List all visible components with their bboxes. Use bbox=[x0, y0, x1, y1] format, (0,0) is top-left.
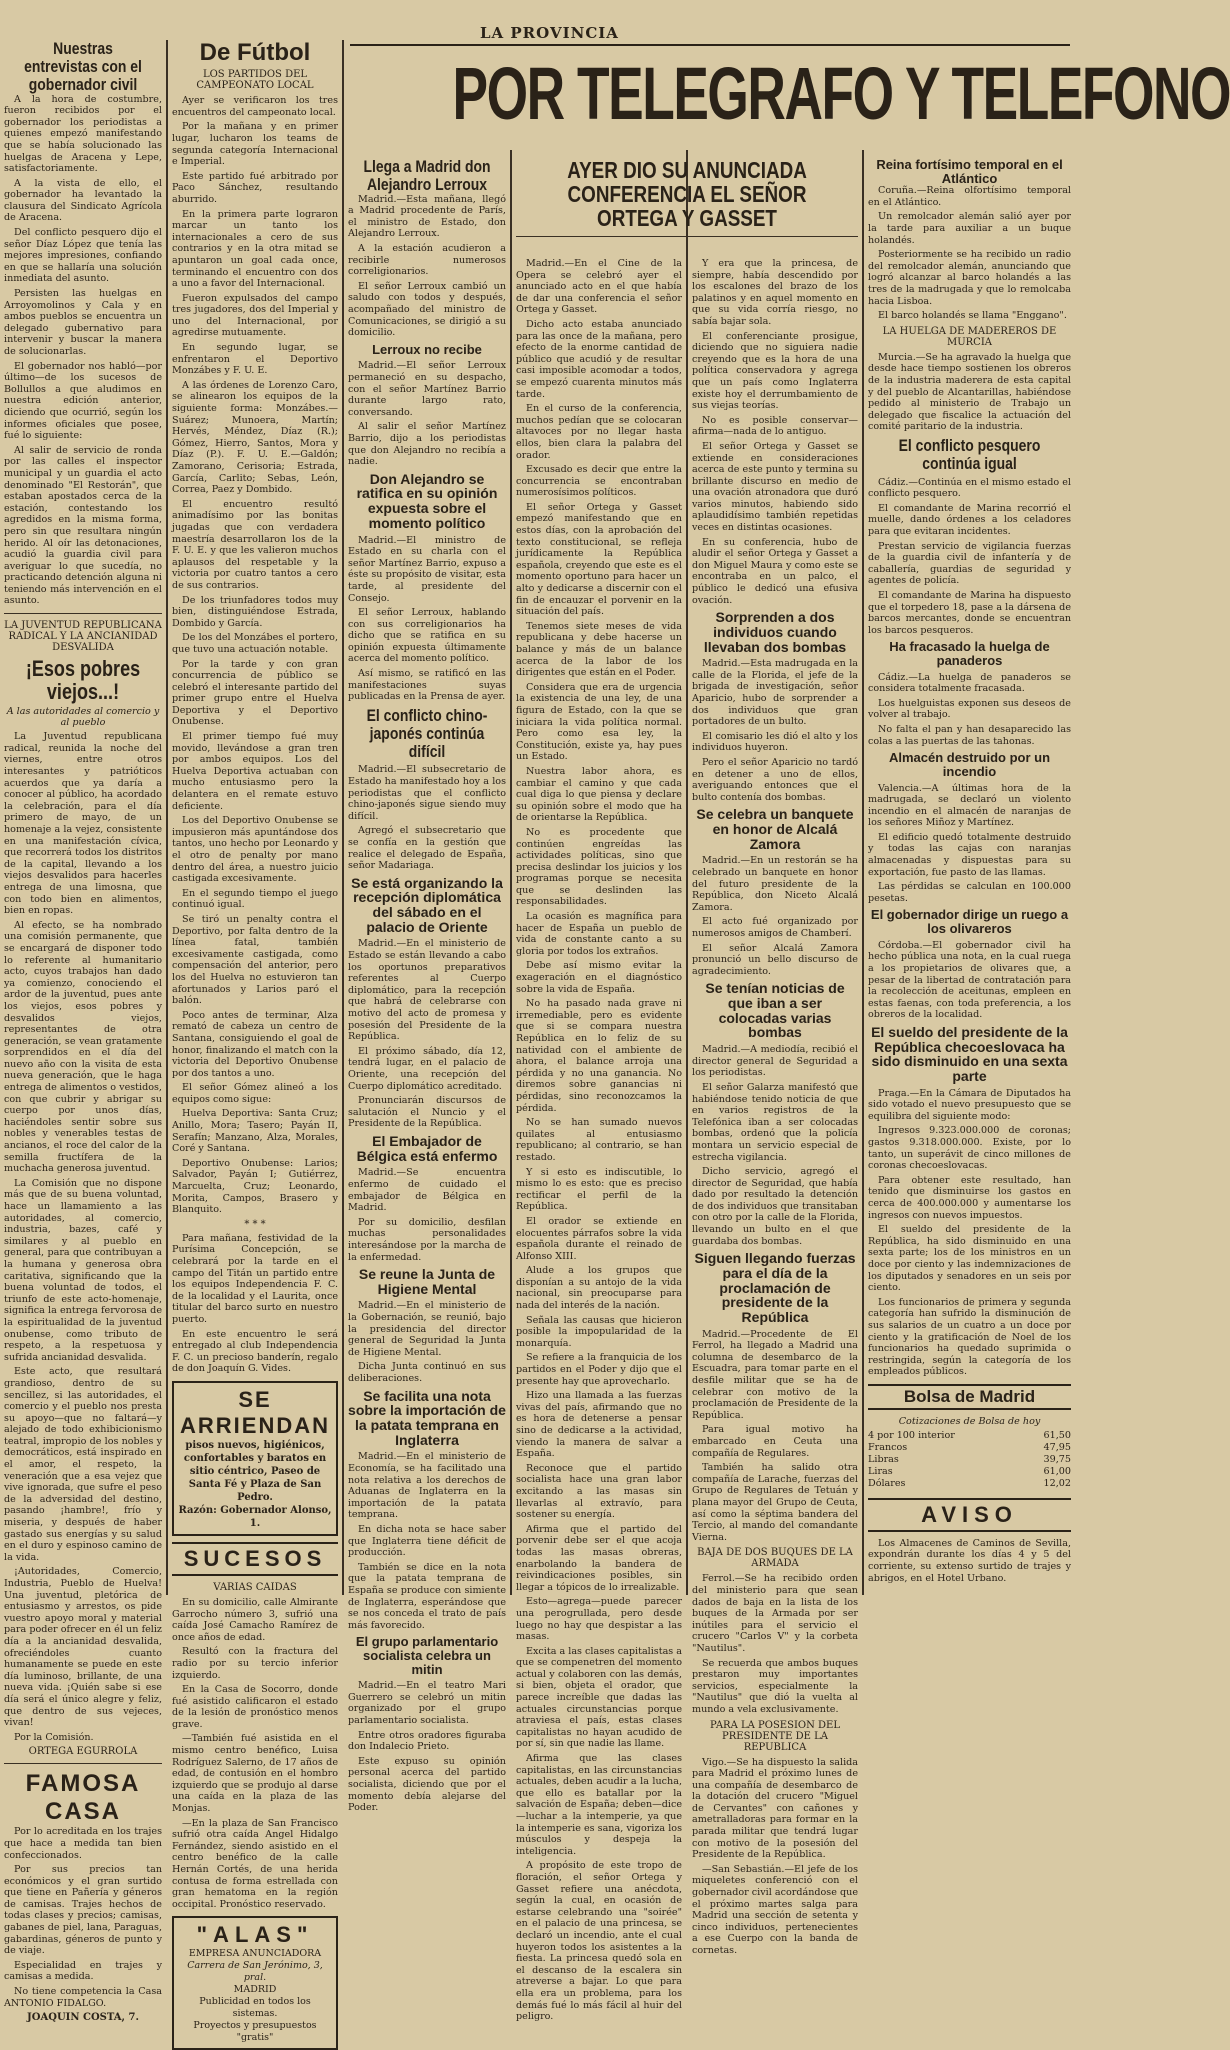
paragraph: Alude a los grupos que disponían a su antojo de la vida nacional, sin preocuparse para nada del interés de la nación. bbox=[516, 1265, 682, 1312]
row-label: Dólares bbox=[868, 1477, 906, 1489]
headline-patata: Se facilita una nota sobre la importación de la patata temprana en Inglaterra bbox=[348, 1387, 506, 1448]
headline-noticias-bombas: Se tenían noticias de que iban a ser colocadas varias bombas bbox=[705, 980, 845, 1041]
headline-pobres-viejos: ¡Esos pobres viejos...! bbox=[25, 656, 141, 705]
ad-line: Carrera de San Jerónimo, 3, pral. bbox=[187, 1960, 323, 1984]
paragraph: Para igual motivo ha embarcado en Ceuta una compañía de Regulares. bbox=[692, 1424, 858, 1459]
paragraph: Se recuerda que ambos buques prestaron muy importantes servicios, especialmente la "Nautilus" que dió la vuelta al mundo a vela exclusivamente. bbox=[692, 1657, 858, 1715]
ad-line: EMPRESA ANUNCIADORA bbox=[188, 1948, 322, 1960]
paragraph: El encuentro resultó animadísimo por las bonitas jugadas que con verdadera maestría desarrollaron los de la F. U. E. y que les valieron muchos aplausos del respetable y la victoria por cuatro tantos a cero de sus contrarios. bbox=[172, 498, 338, 591]
paragraph: Al salir el señor Martínez Barrio, dijo a los periodistas que don Alejandro no recibía a nadie. bbox=[348, 421, 506, 468]
headline-sucesos: SUCESOS bbox=[183, 1545, 327, 1571]
paragraph: En dicha nota se hace saber que Inglaterra tiene déficit de producción. bbox=[348, 1523, 506, 1559]
ad-title: "ALAS" bbox=[196, 1922, 314, 1948]
paragraph: Y si esto es indiscutible, lo mismo lo es esto: que es preciso rectificar el perfil de la República. bbox=[516, 1166, 682, 1213]
paragraph: Las pérdidas se calculan en 100.000 pesetas. bbox=[868, 881, 1071, 904]
paragraph: También se dice en la nota que la patata temprana de España se produce con simiente de Inglaterra, esperándose que se nos conceda el trato de país más favorecido. bbox=[348, 1561, 506, 1631]
paragraph: De los triunfadores todos muy bien, distinguiéndose Estrada, Dombido y García. bbox=[172, 594, 338, 629]
paragraph: Especialidad en trajes y camisas a medida. bbox=[4, 1959, 162, 1983]
paragraph: El señor Lerroux, hablando con sus correligionarios ha dicho que se ratifica en su opinión expuesta últimamente acerca del momento político. bbox=[348, 607, 506, 665]
ortega-subcolumn-right bbox=[692, 258, 858, 1956]
table-row bbox=[868, 1454, 1071, 1466]
subheading-varias-caidas: VARIAS CAIDAS bbox=[213, 1581, 297, 1593]
paragraph: El gobernador nos habló—por último—de los sucesos de Bollullos a que aludimos en nuestra edición anterior, diciendo que ocurrió, según los informes oficiales que posee, fué lo siguiente: bbox=[4, 360, 162, 442]
headline-higiene: Se reune la Junta de Higiene Mental bbox=[358, 1266, 496, 1297]
paragraph: Para obtener este resultado, han tenido que disminuirse los gastos en cerca de 400.000.000 y aumentarse los ingresos con nuevos impuestos. bbox=[868, 1174, 1071, 1221]
paragraph: Los Almacenes de Caminos de Sevilla, expondrán durante los días 4 y 5 del corriente, su extenso surtido de trajes y abrigos, en el Hotel Urbano. bbox=[868, 1537, 1071, 1584]
paragraph: Hizo una llamada a las fuerzas vivas del país, afirmando que no es hora de detenerse a pensar sino de dedicarse a la actividad, viendo la manera de salvar a España. bbox=[516, 1390, 682, 1460]
paragraph: Madrid.—Esta mañana, llegó a Madrid procedente de París, el ministro de Estado, don Alejandro Lerroux. bbox=[348, 193, 506, 240]
paragraph: El señor Lerroux cambió un saludo con todos y después, acompañado del ministro de Comunicaciones, se dirigió a su domicilio. bbox=[348, 280, 506, 339]
paragraph: El sueldo del presidente de la República, ha sido disminuido en una sexta parte; los de los ministros en un doce por ciento y las indemnizaciones de los diputados y senadores en un seis por ciento. bbox=[868, 1224, 1071, 1294]
headline-recepcion: Se está organizando la recepción diplomática del sábado en el palacio de Oriente bbox=[351, 874, 503, 935]
subheading-campeonato: LOS PARTIDOS DEL CAMPEONATO LOCAL bbox=[196, 69, 314, 92]
paragraph: Madrid.—A mediodía, recibió el director general de Seguridad a los periodistas. bbox=[692, 1044, 858, 1079]
ad-title: AVISO bbox=[921, 1501, 1018, 1527]
paragraph: Por lo acreditada en los trajes que hace a medida tan bien confeccionados. bbox=[4, 1826, 162, 1861]
headline-pesquero: El conflicto pesquero continúa igual bbox=[898, 435, 1041, 473]
paragraph: En el segundo tiempo el juego continuó igual. bbox=[172, 887, 338, 911]
paragraph: En la primera parte lograron marcar un tanto los internacionales a cero de sus contrarios y en la otra mitad se apuntaron un goal cada once, terminando el encuentro con dos a uno a favor del Internacional. bbox=[172, 208, 338, 290]
separator-stars: * * * bbox=[244, 1218, 266, 1230]
paragraph: El comisario les dió el alto y los individuos huyeron. bbox=[692, 730, 858, 754]
paragraph: Los del Deportivo Onubense se impusieron más apuntándose dos tantos, uno hecho por Leonardo y el otro de penalty por mano dentro del área, a nuestro juicio castigada excesivamente. bbox=[172, 815, 338, 885]
paragraph: El señor Galarza manifestó que habiéndose tenido noticia de que en varios registros de la Telefónica iban a ser colocadas bombas, ordenó que la policía montara un servicio especial de estrecha vigilancia. bbox=[692, 1081, 858, 1163]
paragraph: Madrid.—En el ministerio de la Gobernación, se reunió, bajo la presidencia del director general de Seguridad la Junta de Higiene Mental. bbox=[348, 1300, 506, 1358]
paragraph: Persisten las huelgas en Arroyomolinos y Cala y en ambos pueblos se encuentra un delegado gubernativo para intervenir y buscar la manera de solucionarlas. bbox=[4, 288, 162, 357]
paragraph: Afirma que el partido del porvenir debe ser el que acoja todas las masas obreras, enarbolando la bandera de reivindicaciones posibles, sin llegar a tópicos de lo irrealizable. bbox=[516, 1523, 682, 1593]
column-3 bbox=[348, 157, 506, 1814]
paragraph: Los huelguistas exponen sus deseos de volver al trabajo. bbox=[868, 697, 1071, 721]
paragraph: Pero el señor Aparicio no tardó en detener a uno de ellos, averiguando entonces que el bulto contenía dos bombas. bbox=[692, 757, 858, 803]
row-value: 39,75 bbox=[1043, 1453, 1071, 1465]
paragraph: Por su domicilio, desfilan muchas personalidades interesándose por la marcha de la enfermedad. bbox=[348, 1216, 506, 1263]
paragraph: Dicho acto estaba anunciado para las once de la mañana, pero efecto de la enorme cantidad de público que acudió y de resultar casi imposible acomodar a todos, se empezó cuarenta minutos más tarde. bbox=[516, 318, 682, 400]
paragraph: Coruña.—Reina olfortísimo temporal en el Atlántico. bbox=[868, 185, 1071, 208]
masthead-title: LA PROVINCIA bbox=[480, 24, 619, 42]
paragraph: La Juventud republicana radical, reunida la noche del viernes, entre otros interesantes y patrióticos acuerdos que ya daría a conocer al público, ha acordado la celebración, para el día primero de mayo, de un homenaje a la vejez, consistente en una manifestación cívica, que recorrerá todos los distritos de la capital, llevando a los viejos desvalidos para hacerles entrega de una limosna, que con todo bien en alimentos, bien en ropas. bbox=[4, 731, 162, 917]
paragraph: Nuestra labor ahora, es cambiar el camino y que cada cual diga lo que piensa y declare su opinión sobre el modo que ha de orientarse la República. bbox=[516, 765, 682, 824]
paragraph: El señor Alcalá Zamora pronunció un bello discurso de agradecimiento. bbox=[692, 942, 858, 977]
paragraph: Córdoba.—El gobernador civil ha hecho pública una nota, en la cual ruega a los propietarios de olivares que, a pesar de la libertad de contratación para la recolección de aceitunas, empleen en estas faenas, con toda preferencia, a los obreros de la localidad. bbox=[868, 939, 1071, 1021]
column-rule bbox=[166, 40, 168, 1595]
paragraph: Por la tarde y con gran concurrencia de público se celebró el interesante partido del primer grupo entre el Huelva Deportiva y el Deportivo Onubense. bbox=[172, 658, 338, 728]
paragraph: Reconoce que el partido socialista hace una gran labor excitando a las masas sin llevarlas al extravío, para sostener su energía. bbox=[516, 1462, 682, 1521]
paragraph: Agregó el subsecretario que se confía en la gestión que realice el delegado de España, señor Madariaga. bbox=[348, 825, 506, 872]
paragraph: Del conflicto pesquero dijo el señor Díaz López que tenía las mejores impresiones, confiando en que se hallaría una solución inmediata del asunto. bbox=[4, 227, 162, 285]
row-label: Libras bbox=[868, 1453, 899, 1465]
headline-olivareros: El gobernador dirige un ruego a los olivareros bbox=[870, 907, 1069, 937]
headline-incendio: Almacén destruido por un incendio bbox=[888, 750, 1051, 779]
paragraph: Entre otros oradores figuraba don Indalecio Prieto. bbox=[348, 1729, 506, 1753]
column-1 bbox=[4, 39, 162, 2024]
paragraph: Por la mañana y en primer lugar, lucharon los teams de segunda categoría Internacional e Imperial. bbox=[172, 121, 338, 168]
headline-entrevistas: Nuestras entrevistas con el gobernador civil bbox=[24, 39, 142, 94]
paragraph: —También fué asistida en el mismo centro benéfico, Luisa Rodríguez Salerno, de 17 años de edad, de contusión en el hombro izquierdo que se produjo al darse una caída en la plaza de las Monjas. bbox=[172, 1733, 338, 1815]
row-label: 4 por 100 interior bbox=[868, 1429, 955, 1441]
ad-line: MADRID bbox=[233, 1984, 277, 1996]
signature: ORTEGA EGURROLA bbox=[28, 1746, 138, 1758]
subheading-juventud: LA JUVENTUD REPUBLICANA RADICAL Y LA ANCIANIDAD DESVALIDA bbox=[4, 620, 162, 654]
paragraph: Madrid.—El señor Lerroux permaneció en su despacho, con el señor Martínez Barrio durante largo rato, conversando. bbox=[348, 360, 506, 418]
ad-alas bbox=[172, 1916, 338, 2050]
paragraph: Se tiró un penalty contra el Deportivo, por falta dentro de la línea fatal, también excesivamente castigada, como compensación del anterior, pero los del Huelva no estuvieron tan afortunados y Larios paró el balón. bbox=[172, 913, 338, 1007]
headline-bolsa: Bolsa de Madrid bbox=[903, 1386, 1036, 1406]
paragraph: Se refiere a la franquicia de los partidos en el Poder y dijo que el presente hay que aprovecharlo. bbox=[516, 1352, 682, 1387]
divider bbox=[4, 613, 162, 614]
paragraph: No tiene competencia la Casa ANTONIO FIDALGO. bbox=[4, 1986, 162, 2009]
headline-futbol: De Fútbol bbox=[199, 39, 311, 66]
paragraph: Ingresos 9.323.000.000 de coronas; gastos 9.318.000.000. Existe, por lo tanto, un superávit de cinco millones de coronas checoeslovacas. bbox=[868, 1125, 1071, 1172]
paragraph: A la estación acudieron a recibirle numerosos correligionarios. bbox=[348, 243, 506, 278]
paragraph: El primer tiempo fué muy movido, llevándose a gran tren por ambos equipos. Los del Huelva Deportiva actuaban con mucho entusiasmo pero la delantera en el remate estuvo deficiente. bbox=[172, 731, 338, 812]
paragraph: —San Sebastián.—El jefe de los miqueletes conferenció con el gobernador civil acordándose que el próximo martes salga para Madrid una sección de setenta y cinco individuos, pertenecientes a ese Cuerpo con la banda de cornetas. bbox=[692, 1863, 858, 1956]
paragraph: El señor Gómez alineó a los equipos como sigue: bbox=[172, 1082, 338, 1105]
section-banner: POR TELEGRAFO Y TELEFONO bbox=[452, 52, 1230, 135]
headline-lerroux-no-recibe: Lerroux no recibe bbox=[372, 341, 482, 357]
paragraph: El comandante de Marina recorrió el muelle, dando órdenes a los celadores para que evitaran incidentes. bbox=[868, 502, 1071, 538]
ad-title: SE ARRIENDAN bbox=[180, 1386, 330, 1438]
paragraph: Un remolcador alemán salió ayer por la tarde para auxiliar a un buque holandés. bbox=[868, 211, 1071, 246]
ad-line: Proyectos y presupuestos "gratis" bbox=[193, 2020, 317, 2044]
paragraph: El edificio quedó totalmente destruido y todas las cajas con naranjas almacenadas y dispuestas para su exportación, fue pasto de las llamas. bbox=[868, 831, 1071, 878]
ad-address: JOAQUIN COSTA, 7. bbox=[27, 2012, 139, 2024]
paragraph: Cádiz.—La huelga de panaderos se considera totalmente fracasada. bbox=[868, 671, 1071, 695]
paragraph: En la Casa de Socorro, donde fué asistido calificaron el estado de la lesión de pronóstico menos grave. bbox=[172, 1684, 338, 1730]
headline-temporal: Reina fortísimo temporal en el Atlántico bbox=[876, 157, 1063, 186]
paragraph: La Comisión que no dispone más que de su buena voluntad, hace un llamamiento a las autoridades, al comercio, industria, bazes, café y similares y al pueblo en general, para que contribuyan a la humana y generosa obra caritativa, significando que la buena voluntad de todos, el triunfo de este acto-homenaje, significa la entrega fervorosa de la espiritualidad de la juventud onubense, como tributo de respeto, a la respetuosa y sufrida ancianidad desvalida. bbox=[4, 1177, 162, 1363]
paragraph: A la hora de costumbre, fueron recibidos por el gobernador los periodistas a quienes empezó manifestando que se había solucionado las huelgas de Aracena y Lepe, satisfactoriamente. bbox=[4, 93, 162, 175]
paragraph: Afirma que las clases capitalistas, en las circunstancias actuales, deben acudir a la lucha, que ello es batallar por la salvación de España; deben—dice—luchar a la intemperie, ya que la intemperie es sana, vigoriza los músculos y despeja la inteligencia. bbox=[516, 1753, 682, 1857]
paragraph: El barco holandés se llama "Enggano". bbox=[878, 310, 1067, 322]
paragraph: En segundo lugar, se enfrentaron el Deportivo Monzábes y F. U. E. bbox=[172, 342, 338, 377]
paragraph: Madrid.—En el ministerio de Economía, se ha facilitado una nota relativa a los derechos de Aduanas de Inglaterra en la importación de la patata temprana. bbox=[348, 1451, 506, 1521]
paragraph: Por la Comisión. bbox=[14, 1731, 94, 1743]
column-4 bbox=[516, 157, 858, 2023]
paragraph: Madrid.—El subsecretario de Estado ha manifestado hoy a los periodistas que el conflicto chino-japonés sigue siendo muy difícil. bbox=[348, 764, 506, 822]
headline-ortega: AYER DIO SU ANUNCIADA CONFERENCIA EL SEÑOR ORTEGA Y GASSET bbox=[567, 157, 807, 232]
paragraph: En el curso de la conferencia, muchos pedían que se colocaran altavoces por no llegar hasta ellos, bien clara la palabra del orador. bbox=[516, 403, 682, 461]
table-row bbox=[868, 1430, 1071, 1442]
row-value: 47,95 bbox=[1043, 1441, 1071, 1453]
paragraph: A las órdenes de Lorenzo Caro, se alinearon los equipos de la siguiente forma: Monzábes.—Suárez; Munoera, Martín; Hervés, Méndez, Díaz (R.); Gómez, Hierro, Santos, Mora y Díaz (P.). F. U. E.—Galdón; Zamorano, Cerisoria; Estrada, García, Carlito; Sebas, León, Correa, Paez y Dombido. bbox=[172, 379, 338, 496]
paragraph: Excusado es decir que entre la concurrencia se encontraban numerosísimos políticos. bbox=[516, 464, 682, 499]
paragraph: El conferenciante prosigue, diciendo que no siguiera nadie creyendo que es la hora de una política conservadora y agrega que un país como Inglaterra existe hoy el derrumbamiento de sus viejas teorías. bbox=[692, 330, 858, 412]
paragraph: Madrid.—En el teatro Mari Guerrero se celebró un mitin organizado por el grupo parlamentario socialista. bbox=[348, 1680, 506, 1726]
paragraph: Así mismo, se ratificó en las manifestaciones suyas publicadas en la Prensa de ayer. bbox=[348, 668, 506, 703]
paragraph: Madrid.—El ministro de Estado en su charla con el señor Martínez Barrio, expuso a éste su propósito de visitar, esta tarde, al presidente del Consejo. bbox=[348, 534, 506, 604]
paragraph: De los del Monzábes el portero, que tuvo una actuación notable. bbox=[172, 632, 338, 655]
row-label: Francos bbox=[868, 1441, 908, 1453]
headline-bombas: Sorprenden a dos individuos cuando llevaban dos bombas bbox=[703, 609, 847, 655]
paragraph: Ayer se verificaron los tres encuentros del campeonato local. bbox=[172, 95, 338, 118]
paragraph: Excita a las clases capitalistas a que se compenetren del momento actual y colaboren con las demás, si bien, objeta el orador, que parece increíble que dadas las actuales circunstancias porque atraviesa el país, estas clases capitalistas no hayan acudido de por sí, sin que nadie las llame. bbox=[516, 1645, 682, 1750]
sucesos-header-box bbox=[172, 1542, 338, 1576]
bolsa-table bbox=[868, 1430, 1071, 1490]
paragraph: El señor Ortega y Gasset se extiende en consideraciones acerca de este punto y termina su brillante discurso en medio de una ovación atronadora que duró varios minutos, habiendo sido aplaudidísimo también repetidas veces en distintas ocasiones. bbox=[692, 440, 858, 534]
headline-ratifica: Don Alejandro se ratifica en su opinión expuesta sobre el momento político bbox=[356, 470, 498, 531]
paragraph: Considera que era de urgencia la existencia de una ley, de una figura de Estado, con la que se iniciara la vida política normal. Pero como esa ley, la Constitución, existe ya, hay pues un Estado. bbox=[516, 681, 682, 763]
paragraph: Madrid.—Se encuentra enfermo de cuidado el embajador de Bélgica en Madrid. bbox=[348, 1167, 506, 1214]
ad-line: pisos nuevos, higiénicos, confortables y baratos en sitio céntrico, Paseo de Santa Fé y Plaza de San Pedro. bbox=[183, 1439, 327, 1503]
subheading-posesion: PARA LA POSESION DEL PRESIDENTE DE LA REPUBLICA bbox=[710, 1719, 840, 1753]
divider bbox=[4, 1763, 162, 1764]
paragraph: Madrid.—Esta madrugada en la calle de la Florida, el jefe de la brigada de investigación, señor Aparicio, hubo de sorprender a dos individuos que gran portadores de un bulto. bbox=[692, 658, 858, 728]
paragraph: ¡Autoridades, Comercio, Industria, Pueblo de Huelva! Una juventud, pletórica de entusiasmo y arrestos, os pide vuestro apoyo moral y material para poder ofrecer en él un feliz día a la ancianidad desvalida, ofreciéndoles cuanto humanamente se puede en este día luminoso, brillante, de una nueva vida. ¡Quién sabe si ese día será el único alegre y feliz, que dentro de sus vejeces, vivan! bbox=[4, 1566, 162, 1729]
paragraph: Ferrol.—Se ha recibido orden del ministerio para que sean dados de baja en la lista de los buques de la Armada por ser inútiles para el servicio el crucero "Carlos V" y la corbeta "Nautilus". bbox=[692, 1573, 858, 1654]
subheading-madereros: LA HUELGA DE MADEREROS DE MURCIA bbox=[882, 325, 1057, 348]
paragraph: No es posible conservar—afirma—nada de lo antiguo. bbox=[692, 414, 858, 438]
paragraph: Praga.—En la Cámara de Diputados ha sido votado el nuevo presupuesto que se equilibra del siguiente modo: bbox=[868, 1087, 1071, 1122]
column-rule bbox=[862, 150, 864, 1595]
paragraph: Posteriormente se ha recibido un radio del remolcador alemán, anunciando que logró alcanzar al barco holandés a las tres de la madrugada y que lo remolcaba hacia Lisboa. bbox=[868, 249, 1071, 307]
paragraph: El próximo sábado, día 12, tendrá lugar, en el palacio de Oriente, una recepción del Cuerpo diplomático acreditado. bbox=[348, 1045, 506, 1092]
paragraph: El orador se extiende en elocuentes párrafos sobre la vida española durante el reinado de Alfonso XIII. bbox=[516, 1215, 682, 1262]
paragraph: Los funcionarios de primera y segunda categoría han sufrido la disminución de sus salarios de un cuatro a un doce por ciento y la gratificación de Noel de los funcionarios ha quedado suprimida o restringida, según la categoría de los empleados públicos. bbox=[868, 1296, 1071, 1378]
paragraph: A propósito de este tropo de floración, el señor Ortega y Gasset refiere una anécdota, según la cual, en ocasión de estarse celebrando una "soirée" en el palacio de una princesa, se declaró un incendio, ante el cual huyeron todos los asistentes a la fiesta. La princesa quedó sola en el descanso de la escalera sin atreverse a bajar. Lo que para ella era un problema, para los demás fué lo más fácil al huir del peligro. bbox=[516, 1860, 682, 2023]
row-value: 12,02 bbox=[1043, 1477, 1071, 1489]
paragraph: No se han sumado nuevos quilates al entusiasmo republicano; al contrario, se han restado. bbox=[516, 1117, 682, 1163]
paragraph: Dicho servicio, agregó el director de Seguridad, que había dado por resultado la detención de dos individuos que transitaban con otro por la calle de la Florida, llevando un bulto en el que guardaba dos bombas. bbox=[692, 1166, 858, 1247]
row-label: Liras bbox=[868, 1465, 893, 1477]
paragraph: Madrid.—En un restorán se ha celebrado un banquete en honor del futuro presidente de la República, don Niceto Alcalá Zamora. bbox=[692, 855, 858, 913]
paragraph: Este acto, que resultará grandioso, dentro de su sencillez, si las autoridades, el comercio y el pueblo nos presta su apoyo—que no faltará—y alejado de todo exhibicionismo teatral, impropio de los nobles y democráticos, está inspirado en el amor, el respeto, la veneración que a esa vejez que vive ignorada, que sufre el peso de la adversidad del destino, pasando ¡hambre!, frío y miseria, y después de haber gastado sus energías y su salud en el duro y espinoso camino de la vida. bbox=[4, 1366, 162, 1563]
paragraph: Deportivo Onubense: Larios; Salvador, Payán I; Gutiérrez, Marcuelta, Cruz; Leonardo, Morita, Campos, Brasero y Blanquito. bbox=[172, 1157, 338, 1216]
paragraph: Este expuso su opinión personal acerca del partido socialista, diciendo que por el momento debía alejarse del Poder. bbox=[348, 1755, 506, 1814]
paragraph: —En la plaza de San Francisco sufrió otra caída Angel Hidalgo Fernández, siendo asistido en el centro benéfico de la calle Hernán Cortés, de una herida contusa de forma estrellada con gran hematoma en la región occipital. Pronóstico reservado. bbox=[172, 1817, 338, 1910]
headline-chino-japones: El conflicto chino-japonés continúa difícil bbox=[366, 705, 488, 761]
headline-panaderos: Ha fracasado la huelga de panaderos bbox=[889, 639, 1050, 669]
column-2 bbox=[172, 39, 338, 2044]
bolsa-header-box bbox=[868, 1384, 1071, 1410]
paragraph: Señala las causas que hicieron posible la impopularidad de la monarquía. bbox=[516, 1314, 682, 1349]
column-rule bbox=[342, 40, 344, 1595]
paragraph: No falta el pan y han desaparecido las colas a las puertas de las tahonas. bbox=[868, 724, 1071, 747]
paragraph: Madrid.—Procedente de El Ferrol, ha llegado a Madrid una columna de desembarco de la Escuadra, para tomar parte en el desfile militar que se ha de celebrar con motivo de la proclamación de Presidente de la República. bbox=[692, 1328, 858, 1421]
paragraph: Fueron expulsados del campo tres jugadores, dos del Imperial y uno del Internacional, por agredirse mutuamente. bbox=[172, 292, 338, 339]
subheading-buques: BAJA DE DOS BUQUES DE LA ARMADA bbox=[697, 1547, 853, 1570]
headline-lerroux: Llega a Madrid don Alejandro Lerroux bbox=[363, 157, 491, 194]
ad-famosa-casa-title: FAMOSA CASA bbox=[25, 1770, 141, 1826]
paragraph: Al efecto, se ha nombrado una comisión permanente, que se encargará de disponer todo lo referente al humanitario acto, cuyos trabajos han dado ya comienzo, conociendo el ardor de la juventud, pues ante los viejos, esos pobres y desvalidos viejos, representantes de otra generación, se vean gratamente sorprendidos en el día del nuevo año con la visita de esta nueva generación, que le haga entrega de alimentos o vestidos, con que cubrir y abrigar su cuerpo por unos días, haciéndoles sentir sobre sus nobles y venerables testas de ancianos, el roce del calor de la semilla fructífera de la muchacha generosa juventud. bbox=[4, 919, 162, 1175]
paragraph: Madrid.—En el Cine de la Opera se celebró ayer el anunciado acto en el que había de dar una conferencia el señor Ortega y Gasset. bbox=[516, 258, 682, 316]
paragraph: Tenemos siete meses de vida republicana y debe hacerse un balance y más de un balance acerca de la labor de los dirigentes que están en el Poder. bbox=[516, 620, 682, 679]
ad-aviso-box bbox=[868, 1498, 1071, 1532]
paragraph: Este partido fué arbitrado por Paco Sánchez, resultando aburrido. bbox=[172, 170, 338, 205]
paragraph: Huelva Deportiva: Santa Cruz; Anillo, Mora; Tasero; Payán II, Serafín; Manzano, Alza, Morales, Coré y Santana. bbox=[172, 1108, 338, 1155]
paragraph: Pronunciarán discursos de salutación el Nuncio y el Presidente de la República. bbox=[348, 1095, 506, 1130]
caption: A las autoridades al comercio y al pueblo bbox=[6, 706, 160, 729]
ad-line: Publicidad en todos los sistemas. bbox=[199, 1996, 311, 2020]
headline-checoeslovaca: El sueldo del presidente de la República checoeslovaca ha sido disminuido en una sexta parte bbox=[871, 1023, 1068, 1084]
headline-fuerzas: Siguen llegando fuerzas para el día de la proclamación de presidente de la República bbox=[694, 1250, 856, 1325]
paragraph: La ocasión es magnífica para hacer de España un pueblo de vida de constante canto a su gloria por todos los extraños. bbox=[516, 911, 682, 957]
ad-line: Razón: Gobernador Alonso, 1. bbox=[178, 1504, 332, 1529]
paragraph: Madrid.—En el ministerio de Estado se están llevando a cabo los oportunos preparativos referentes al Cuerpo diplomático, para la recepción que habrá de celebrarse con motivo del acto de promesa y posesión del Presidente de la República. bbox=[348, 938, 506, 1043]
table-row bbox=[868, 1478, 1071, 1490]
paragraph: En este encuentro le será entregado al club Independencia F. C. un precioso banderín, regalo de don Joaquín G. Vides. bbox=[172, 1328, 338, 1375]
paragraph: Prestan servicio de vigilancia fuerzas de la guardia civil de infantería y de caballería, guardias de seguridad y agentes de policía. bbox=[868, 540, 1071, 587]
paragraph: Al salir de servicio de ronda por las calles el inspector municipal y un guardia el acto denominado "El Restorán", que estaban apostados cerca de la estación, contestando los agredidos en la misma forma, pero sin que resultara ningún herido. Al oír las detonaciones, acudió la guardia civil para averiguar lo que sucedía, no practicando detención alguna ni teniendo más intervención en el asunto. bbox=[4, 444, 162, 607]
column-rule bbox=[510, 150, 512, 1595]
caption: Cotizaciones de Bolsa de hoy bbox=[898, 1415, 1041, 1427]
paragraph: Valencia.—A últimas hora de la madrugada, se declaró un violento incendio en el almacén de naranjas de los señores Miñoz y Martínez. bbox=[868, 782, 1071, 829]
paragraph: Cádiz.—Continúa en el mismo estado el conflicto pesquero. bbox=[868, 476, 1071, 500]
table-row bbox=[868, 1442, 1071, 1454]
paragraph: Debe así mismo evitar la exageración en el diagnóstico sobre la vida de España. bbox=[516, 960, 682, 995]
headline-mitin: El grupo parlamentario socialista celebra un mitin bbox=[355, 1634, 499, 1677]
paragraph: Murcia.—Se ha agravado la huelga que desde hace tiempo sostienen los obreros de la industria maderera de esta capital y del pueblo de Alcantarillas, habiéndose pedido al ministerio de Trabajo un delegado que fiscalice la actuación del comité paritario de la industria. bbox=[868, 351, 1071, 433]
paragraph: Dicha Junta continuó en sus deliberaciones. bbox=[348, 1361, 506, 1385]
ortega-subcolumn-left bbox=[516, 258, 682, 2023]
ad-se-arriendan bbox=[172, 1381, 338, 1536]
masthead-rule bbox=[350, 22, 1070, 46]
paragraph: El comandante de Marina ha dispuesto que el torpedero 18, pase a la dársena de barcos mercantes, donde se encuentran los barcos pesqueros. bbox=[868, 590, 1071, 636]
paragraph: No es procedente que continúen engreídas las actividades políticas, sino que precisa deslindar los juicios y los programas porque se necesita que se deslinden las responsabilidades. bbox=[516, 826, 682, 908]
paragraph: Esto—agrega—puede parecer una perogrullada, pero desde luego no hay que despistar a las masas. bbox=[516, 1596, 682, 1643]
paragraph: Vigo.—Se ha dispuesto la salida para Madrid el próximo lunes de una compañía de desembarco de la dotación del crucero "Miguel de Cervantes" con cañones y ametralladoras para formar en la parada militar que tendrá lugar con motivo de la posesión del Presidente de la República. bbox=[692, 1756, 858, 1861]
headline-belgica: El Embajador de Bélgica está enfermo bbox=[356, 1132, 498, 1164]
divider bbox=[516, 236, 858, 237]
paragraph: También ha salido otra compañía de Larache, fuerzas del Grupo de Regulares de Tetuán y plana mayor del Grupo de Ceuta, así como la séptima bandera del Tercio, al mando del comandante Vierna. bbox=[692, 1462, 858, 1543]
paragraph: En su conferencia, hubo de aludir el señor Ortega y Gasset a don Miguel Maura y como este se encontraba en un palco, el público le dedicó una efusiva ovación. bbox=[692, 536, 858, 606]
paragraph: No ha pasado nada grave ni irremediable, pero es evidente que si se compara nuestra República en lo feliz de su natividad con el ambiente de ahora, el balance arroja una pérdida y no una ganancia. No diremos sobre ganancias ni pérdidas, sino reconozcamos la pérdida. bbox=[516, 998, 682, 1114]
column-5 bbox=[868, 158, 1071, 1595]
paragraph: Por sus precios tan económicos y el gran surtido que tiene en Pañería y géneros de camisas. Trajes hechos de todas clases y precios; camisas, gabanes de piel, lana, Paraguas, gabardinas, géneros de punto y de viaje. bbox=[4, 1864, 162, 1957]
headline-banquete: Se celebra un banquete en honor de Alcalá Zamora bbox=[696, 806, 854, 852]
table-row bbox=[868, 1466, 1071, 1478]
paragraph: Y era que la princesa, de siempre, había descendido por los escalones del brazo de los palatinos y en aquel momento en que su vida corría riesgo, no sabía bajar sola. bbox=[692, 258, 858, 327]
row-value: 61,50 bbox=[1043, 1429, 1071, 1441]
paragraph: En su domicilio, calle Almirante Garrocho número 3, sufrió una caída José Camacho Ramírez de once años de edad. bbox=[172, 1596, 338, 1643]
paragraph: Para mañana, festividad de la Purísima Concepción, se celebrará por la tarde en el campo del Titán un partido entre los equipos Independencia F. C. de la localidad y el Laurita, once titular del barco surto en nuestro puerto. bbox=[172, 1232, 338, 1325]
paragraph: Poco antes de terminar, Alza remató de cabeza un centro de Santana, consiguiendo el goal de honor, finalizando el match con la victoria del Deportivo Onubense por dos tantos a uno. bbox=[172, 1009, 338, 1079]
paragraph: El acto fué organizado por numerosos amigos de Chamberí. bbox=[692, 916, 858, 940]
paragraph: El señor Ortega y Gasset empezó manifestando que en estos días, con la aprobación del texto constitucional, se refleja jurídicamente la República española, creyendo que este es el momento oportuno para hacer un alto y dedicarse a discernir con el fin de encauzar el porvenir en la situación del país. bbox=[516, 501, 682, 618]
row-value: 61,00 bbox=[1043, 1465, 1071, 1477]
paragraph: Resultó con la fractura del radio por su tercio inferior izquierdo. bbox=[172, 1646, 338, 1681]
paragraph: A la vista de ello, el gobernador ha levantado la clausura del Sindicato Agrícola de Aracena. bbox=[4, 177, 162, 224]
